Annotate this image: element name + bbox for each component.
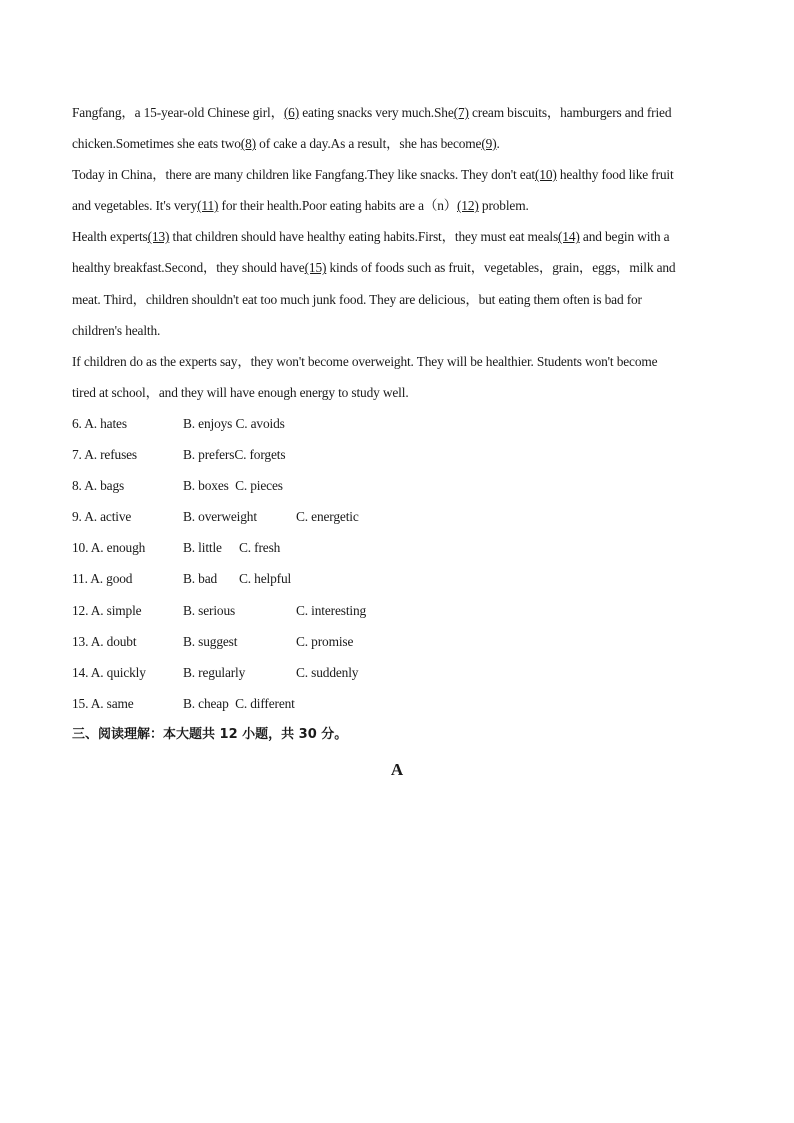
passage-heading: A <box>390 760 404 779</box>
blank-9: (9) <box>481 136 497 152</box>
passage-line: children's health. <box>72 322 161 338</box>
passage-line: Today in China，there are many children like Fangfang.They like snacks. They don't eat(10) healthy food like fruit <box>72 167 674 183</box>
option-row: 7. A. refuses B. prefersC. forgets <box>72 447 286 463</box>
option-row: 15. A. same B. cheap C. different <box>72 695 295 711</box>
passage-line: chicken.Sometimes she eats two(8) of cake a day.As a result，she has become(9). <box>72 136 500 152</box>
blank-8: (8) <box>240 136 256 152</box>
blank-6: (6) <box>283 105 300 120</box>
passage-line: Fangfang，a 15-year-old Chinese girl，(6) eating snacks very much.She(7) cream biscuits，hamburgers and fried <box>72 105 672 120</box>
option-row: 11. A. good B. bad C. helpful <box>72 571 292 587</box>
passage-line: Health experts(13) that children should have healthy eating habits.First，they must eat meals(14) and begin with a <box>72 229 670 245</box>
option-row: 8. A. bags B. boxes C. pieces <box>72 478 283 494</box>
option-row: 9. A. active B. overweight C. energetic <box>72 509 359 525</box>
option-row: 14. A. quickly B. regularly C. suddenly <box>72 664 359 680</box>
section-title: 三、阅读理解：本大题共 12 小题，共 30 分。 <box>72 726 348 742</box>
cloze-passage <box>72 100 722 753</box>
passage-line: healthy breakfast.Second，they should have(15) kinds of foods such as fruit，vegetables，grain，eggs，milk and <box>72 260 676 276</box>
passage-line: If children do as the experts say，they won't become overweight. They will be healthier. Students won't become <box>72 353 658 369</box>
blank-7: (7) <box>453 105 469 120</box>
blank-12: (12) <box>456 198 479 214</box>
passage-line: meat. Third，children shouldn't eat too much junk food. They are delicious，but eating them often is bad for <box>72 291 642 307</box>
blank-13: (13) <box>147 229 170 245</box>
blank-14: (14) <box>558 229 580 245</box>
option-row: 12. A. simple B. serious C. interesting <box>72 602 367 618</box>
option-row: 13. A. doubt B. suggest C. promise <box>72 633 354 649</box>
option-row: 10. A. enough B. little C. fresh <box>72 540 281 556</box>
blank-10: (10) <box>534 167 557 183</box>
option-row: 6. A. hates B. enjoys C. avoids <box>72 415 285 431</box>
passage-line: and vegetables. It's very(11) for their health.Poor eating habits are a（n）(12) problem. <box>72 198 529 214</box>
blank-11: (11) <box>197 198 219 214</box>
passage-line: tired at school，and they will have enough energy to study well. <box>72 384 409 400</box>
blank-15: (15) <box>304 260 327 276</box>
